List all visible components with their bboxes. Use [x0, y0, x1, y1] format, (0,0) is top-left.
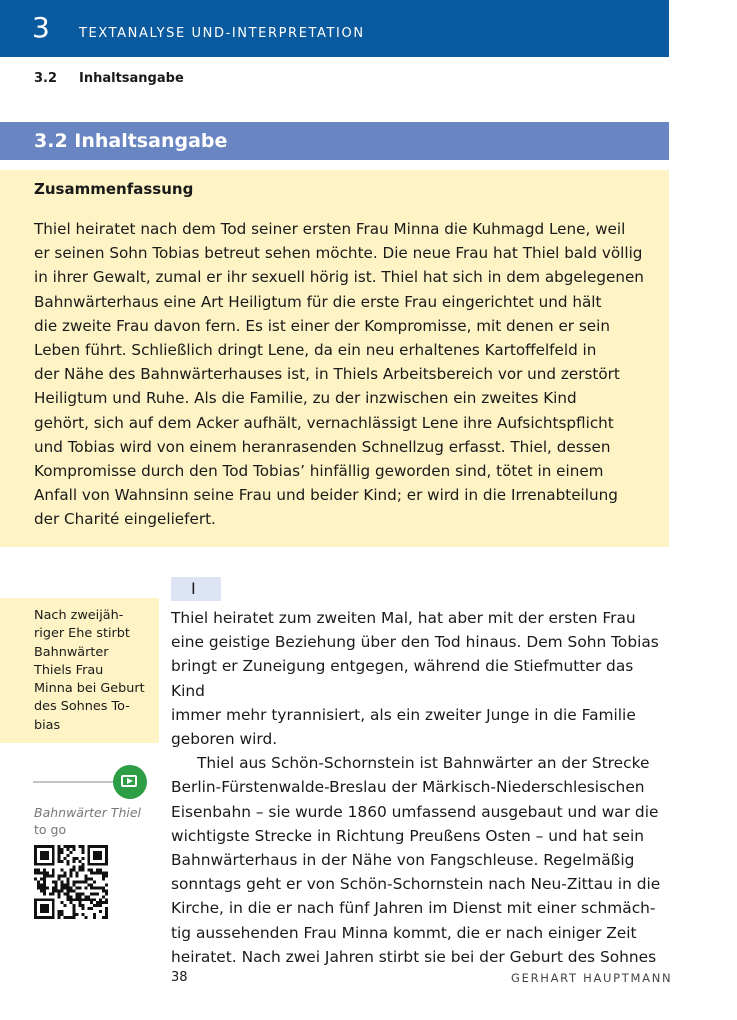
text-line: Thiel aus Schön-Schornstein ist Bahnwärter an der Strecke [197, 754, 650, 773]
text-line: Thiel heiratet zum zweiten Mal, hat aber mit der ersten Frau [171, 609, 636, 627]
summary-line: die zweite Frau davon fern. Es ist einer der Kompromisse, mit denen er sein [34, 316, 610, 335]
section-heading-bar [0, 122, 669, 160]
summary-text [34, 217, 660, 532]
running-footer: GERHART HAUPTMANN [511, 971, 673, 985]
summary-line: Bahnwärterhaus eine Art Heiligtum für die erste Frau eingerichtet und hält [34, 292, 602, 311]
body-text [171, 606, 669, 969]
page-number: 38 [171, 970, 188, 985]
text-line: tig aussehenden Frau Minna kommt, die er nach einiger Zeit [171, 923, 637, 942]
text-line: eine geistige Beziehung über den Tod hinaus. Dem Sohn Tobias [171, 633, 659, 652]
section-heading: 3.2 Inhaltsangabe [34, 130, 228, 152]
chapter-header-bar [0, 0, 669, 57]
text-line: Berlin-Fürstenwalde-Breslau der Märkisch-Niederschlesischen [171, 778, 645, 797]
play-icon [127, 778, 133, 784]
text-line: sonntags geht er von Schön-Schornstein nach Neu-Zittau in die [171, 875, 661, 894]
paragraph [171, 606, 669, 751]
subsection-title: Inhaltsangabe [79, 71, 184, 86]
section-marker-label: I [191, 579, 196, 598]
text-line: immer mehr tyrannisiert, als ein zweiter Junge in die Familie [171, 705, 636, 724]
summary-line: Heiligtum und Ruhe. Als die Familie, zu der inzwischen ein zweites Kind [34, 389, 577, 408]
chapter-number: 3 [32, 11, 50, 44]
video-divider [33, 781, 117, 783]
margin-note-text: Nach zweijäh- riger Ehe stirbt Bahnwärter Thiels Frau Minna bei Geburt des Sohnes To- bias [34, 608, 145, 733]
summary-line: er seinen Sohn Tobias betreut sehen möchte. Die neue Frau hat Thiel bald völlig [34, 244, 643, 263]
section-marker [171, 577, 221, 601]
summary-line: der Nähe des Bahnwärterhauses ist, in Thiels Arbeitsbereich vor und zerstört [34, 365, 620, 384]
summary-box [0, 170, 669, 547]
margin-note [0, 598, 159, 743]
subsection-number: 3.2 [34, 71, 58, 86]
video-label-title: Bahnwärter Thiel [34, 805, 142, 820]
text-line: Eisenbahn – sie wurde 1860 umfassend ausgebaut und war die [171, 802, 659, 821]
summary-line: der Charité eingeliefert. [34, 510, 216, 529]
qr-code-icon[interactable] [34, 845, 108, 919]
text-line: wichtigste Strecke in Richtung Preußens Osten – und hat sein [171, 826, 645, 845]
text-line: geboren wird. [171, 730, 278, 749]
video-label[interactable] [34, 805, 144, 838]
video-play-button[interactable] [113, 765, 147, 799]
summary-line: in ihrer Gewalt, zumal er ihr sexuell hörig ist. Thiel hat sich in dem abgelegenen [34, 268, 644, 287]
text-line: Bahnwärterhaus in der Nähe von Fangschleuse. Regelmäßig [171, 851, 635, 870]
summary-heading: Zusammenfassung [34, 180, 194, 198]
chapter-title: TEXTANALYSE UND-INTERPRETATION [79, 26, 365, 41]
summary-line: Kompromisse durch den Tod Tobias’ hinfällig geworden sind, tötet in einem [34, 462, 604, 481]
summary-line: Anfall von Wahnsinn seine Frau und beider Kind; er wird in die Irrenabteilung [34, 486, 618, 505]
video-label-suffix: to go [34, 821, 67, 837]
text-line: Kirche, in die er nach fünf Jahren im Dienst mit einer schmäch- [171, 899, 656, 918]
paragraph [171, 751, 669, 969]
summary-line: gehört, sich auf dem Acker aufhält, vernachlässigt Lene ihre Aufsichtspflicht [34, 413, 614, 432]
summary-line: und Tobias wird von einem heranrasenden Schnellzug erfasst. Thiel, dessen [34, 437, 611, 456]
text-line: bringt er Zuneigung entgegen, während die Stiefmutter das Kind [171, 657, 634, 700]
summary-line: Leben führt. Schließlich dringt Lene, da ein neu erhaltenes Kartoffelfeld in [34, 341, 597, 360]
text-line: heiratet. Nach zwei Jahren stirbt sie bei der Geburt des Sohnes [171, 947, 657, 966]
summary-line: Thiel heiratet nach dem Tod seiner ersten Frau Minna die Kuhmagd Lene, weil [34, 220, 626, 238]
